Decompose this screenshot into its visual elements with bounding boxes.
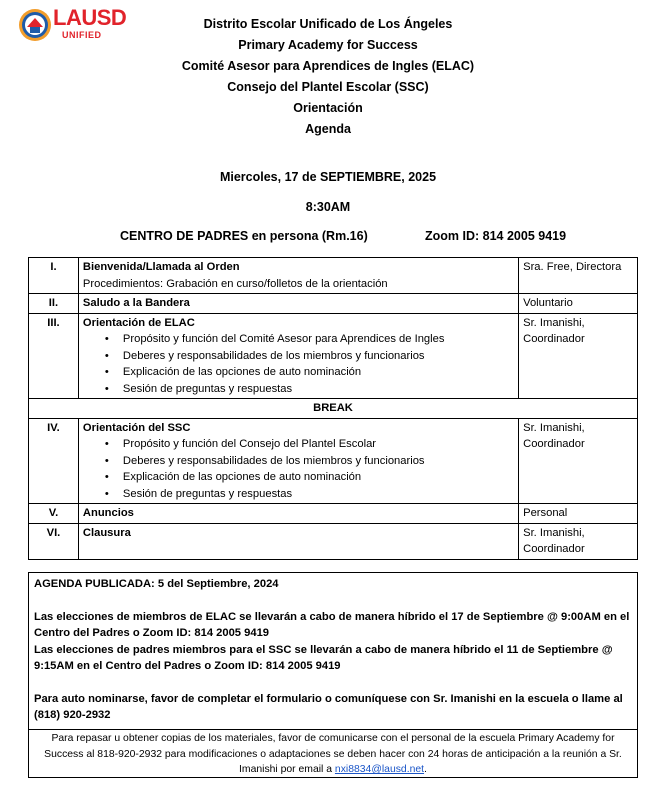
item-number: III.: [29, 313, 79, 399]
document-title: Agenda: [305, 122, 351, 136]
item-bullets: [105, 331, 514, 397]
nomination-note: Para auto nominarse, favor de completar el formulario o comuníquese con Sr. Imanishi en la escuela o llame al (818) 920-2932: [34, 692, 623, 721]
footer-end: .: [424, 764, 427, 775]
school-title: Primary Academy for Success: [238, 38, 418, 52]
list-item: • Sesión de preguntas y respuestas: [105, 486, 514, 503]
zoom-id: Zoom ID: 814 2005 9419: [425, 229, 567, 243]
agenda-row: [29, 258, 638, 294]
meeting-date: Miercoles, 17 de SEPTIEMBRE, 2025: [219, 170, 437, 184]
ssc-election-note: Las elecciones de padres miembros para el SSC se llevarán a cabo de manera híbrido el 11 de Septiembre @ 9:15AM en el Centro del Padres o Zoom ID: 814 2005 9419: [34, 643, 613, 672]
item-number: V.: [29, 504, 79, 524]
presenter-role: Coordinador: [523, 438, 585, 450]
item-presenter: [519, 313, 638, 399]
item-title: Saludo a la Bandera: [82, 297, 190, 309]
council-title: Consejo del Plantel Escolar (SSC): [227, 80, 429, 94]
agenda-row: [29, 523, 638, 559]
presenter-name: Sr. Imanishi,: [523, 421, 585, 434]
presenter-role: Coordinador: [523, 543, 585, 555]
logo-brand: LAUSD: [53, 5, 127, 30]
district-title: Distrito Escolar Unificado de Los Ángeles: [203, 17, 453, 31]
item-title: Bienvenida/Llamada al Orden: [82, 261, 240, 273]
elac-election-note: Las elecciones de miembros de ELAC se llevarán a cabo de manera híbrido el 17 de Septiembre @ 9:00AM en el Centro del Padres o Zoom ID: 814 2005 9419: [34, 610, 630, 639]
presenter-role: Coordinador: [523, 333, 585, 345]
logo-sub: UNIFIED: [62, 30, 102, 40]
item-title: Clausura: [82, 526, 131, 539]
list-item: • Sesión de preguntas y respuestas: [105, 381, 514, 398]
announcements-box: [28, 572, 638, 730]
meeting-type: Orientación: [293, 101, 363, 115]
break-label: BREAK: [29, 399, 638, 419]
item-subtext: Procedimientos: Grabación en curso/folletos de la orientación: [82, 277, 388, 290]
list-item: • Explicación de las opciones de auto nominación: [105, 469, 514, 486]
footer-text: Para repasar u obtener copias de los materiales, favor de comunicarse con el personal de la escuela Primary Academy for Success al 818-920-2932 para modificaciones o adaptaciones se deben hacer con 24 horas de anticipación a la reunión a Sr. Imanishi por email a: [44, 733, 622, 775]
meeting-venue: CENTRO DE PADRES en persona (Rm.16): [120, 229, 368, 243]
presenter-name: Sr. Imanishi,: [523, 316, 585, 329]
item-title: Orientación del SSC: [82, 421, 191, 434]
list-item: • Propósito y función del Comité Asesor para Aprendices de Ingles: [105, 331, 514, 348]
break-row: [29, 399, 638, 419]
agenda-row: [29, 504, 638, 524]
contact-email-link[interactable]: nxi8834@lausd.net: [334, 764, 425, 775]
item-presenter: [519, 418, 638, 504]
agenda-table: [28, 257, 638, 560]
list-item: • Deberes y responsabilidades de los miembros y funcionarios: [105, 453, 514, 470]
item-presenter: Voluntario: [519, 294, 638, 314]
accessibility-footer: [28, 729, 638, 778]
meeting-time: 8:30AM: [305, 200, 351, 214]
list-item: • Propósito y función del Consejo del Plantel Escolar: [105, 436, 514, 453]
item-number: VI.: [29, 523, 79, 559]
item-presenter: [519, 523, 638, 559]
item-presenter: Sra. Free, Directora: [519, 258, 638, 294]
item-title: Anuncios: [82, 507, 134, 519]
list-item: • Explicación de las opciones de auto nominación: [105, 364, 514, 381]
item-bullets: [105, 436, 514, 502]
agenda-row: [29, 313, 638, 399]
agenda-row: [29, 418, 638, 504]
item-number: IV.: [29, 418, 79, 504]
item-number: I.: [29, 258, 79, 294]
list-item: • Deberes y responsabilidades de los miembros y funcionarios: [105, 348, 514, 365]
item-number: II.: [29, 294, 79, 314]
agenda-row: [29, 294, 638, 314]
presenter-name: Sr. Imanishi,: [523, 526, 585, 539]
committee-title: Comité Asesor para Aprendices de Ingles (ELAC): [181, 59, 475, 73]
published-date: AGENDA PUBLICADA: 5 del Septiembre, 2024: [34, 578, 279, 590]
item-presenter: Personal: [519, 504, 638, 524]
item-title: Orientación de ELAC: [82, 316, 195, 329]
